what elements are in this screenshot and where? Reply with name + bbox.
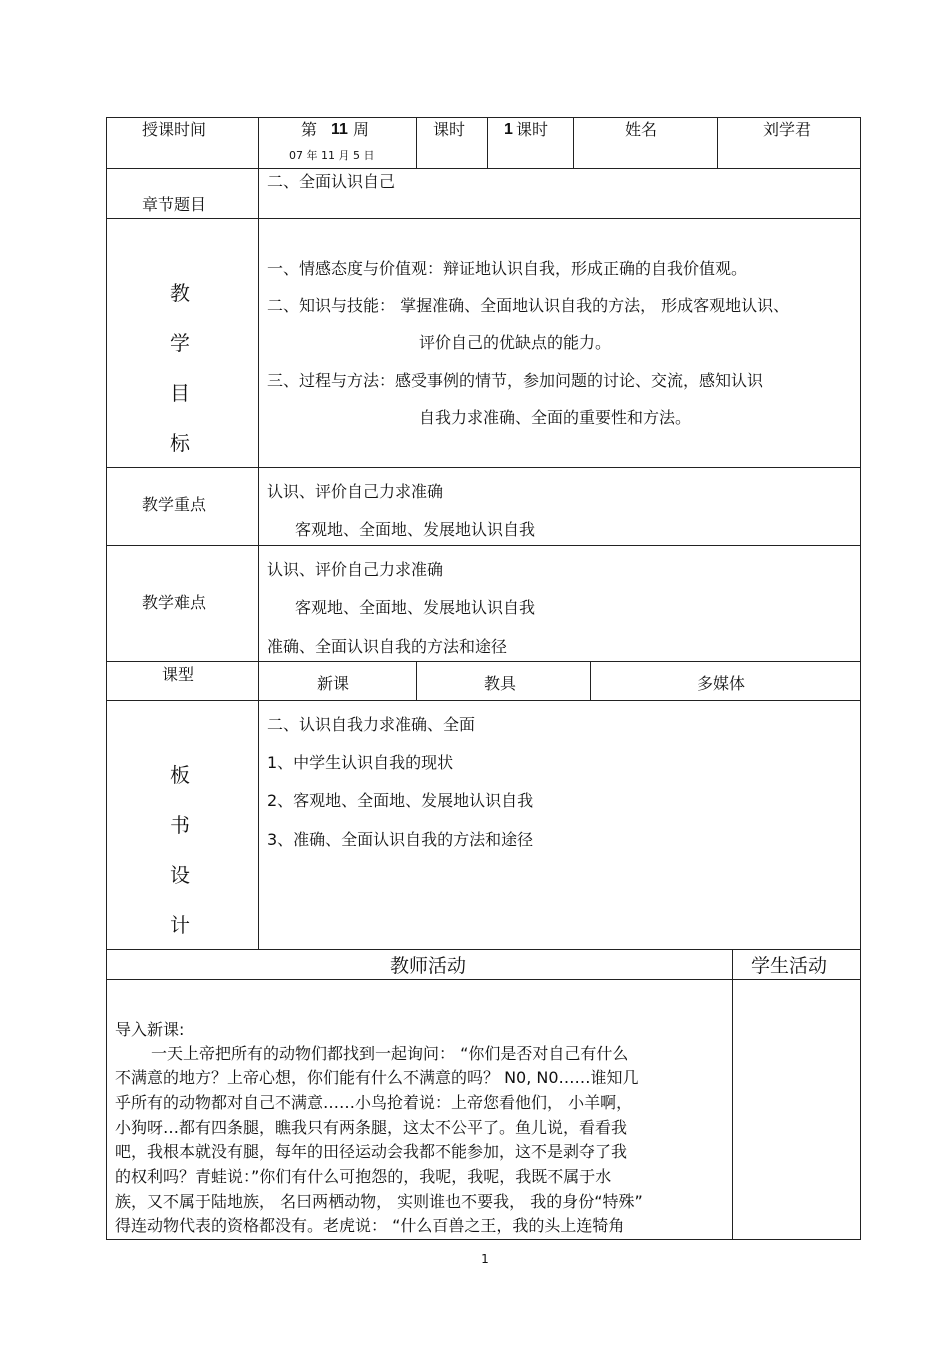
tools-value-cell: [590, 661, 861, 701]
lesson-type-value: 新课: [317, 674, 350, 693]
objectives-label-cell: [106, 218, 259, 468]
period-label-cell: [416, 117, 488, 169]
difficulty-line: 准确、全面认识自我的方法和途径: [267, 637, 508, 656]
teacher-name: 刘学君: [763, 120, 812, 139]
objective-line: 一、情感态度与价值观：辩证地认识自我，形成正确的自我价值观。: [267, 259, 748, 278]
board-label-char-3: 设: [170, 863, 190, 887]
board-label-cell: [106, 700, 259, 950]
time-label: 授课时间: [142, 120, 207, 139]
key-points-label: 教学重点: [142, 495, 207, 514]
lesson-type-label-cell: [106, 661, 259, 701]
key-point-line: 认识、评价自己力求准确: [267, 482, 444, 501]
objectives-label-char-2: 学: [170, 331, 190, 355]
student-activity-content-cell: [732, 979, 861, 1240]
objective-line: 自我力求准确、全面的重要性和方法。: [419, 408, 692, 427]
story-line: 小狗呀…都有四条腿，瞧我只有两条腿，这太不公平了。鱼儿说，看看我: [115, 1118, 628, 1137]
student-activity-header-cell: [732, 949, 861, 980]
week-number: 11: [331, 121, 348, 138]
difficulties-content-cell: [258, 545, 861, 662]
board-label-char-4: 计: [170, 913, 190, 937]
tools-value: 多媒体: [697, 674, 746, 693]
objectives-label-char-4: 标: [170, 431, 190, 455]
student-activity-header: 学生活动: [751, 955, 828, 977]
objectives-label-char-1: 教: [170, 281, 190, 305]
board-line: 3、准确、全面认识自我的方法和途径: [267, 830, 534, 849]
objective-line: 评价自己的优缺点的能力。: [419, 333, 612, 352]
difficulty-line: 认识、评价自己力求准确: [267, 560, 444, 579]
key-points-content-cell: [258, 467, 861, 546]
objective-line: 三、过程与方法：感受事例的情节，参加问题的讨论、交流，感知认识: [267, 371, 764, 390]
tools-label: 教具: [484, 674, 517, 693]
board-label-char-1: 板: [170, 763, 190, 787]
week-cell: [258, 117, 417, 169]
period-number: 1: [504, 121, 513, 138]
board-label-char-2: 书: [170, 813, 190, 837]
objective-line: 二、知识与技能： 掌握准确、全面地认识自我的方法， 形成客观地认识、: [267, 296, 790, 315]
teacher-activity-content-cell: [106, 979, 733, 1240]
chapter-label: 章节题目: [142, 195, 207, 214]
board-line: 1、中学生认识自我的现状: [267, 753, 454, 772]
lesson-date: 07 年 11 月 5 日: [289, 149, 375, 162]
key-points-label-cell: [106, 467, 259, 546]
week-suffix: 周: [353, 120, 370, 139]
story-line: 族，又不属于陆地族， 名曰两栖动物， 实则谁也不要我， 我的身份“特殊”: [115, 1192, 643, 1211]
story-line: 不满意的地方？上帝心想，你们能有什么不满意的吗？ N0, N0……谁知几: [115, 1068, 639, 1087]
time-label-cell: [106, 117, 259, 169]
lesson-type-value-cell: [258, 661, 417, 701]
page-number: 1: [481, 1252, 489, 1266]
chapter-value-cell: [258, 168, 861, 219]
lesson-type-label: 课型: [162, 665, 195, 684]
name-value-cell: [717, 117, 861, 169]
week-prefix: 第: [301, 120, 318, 139]
story-line: 吧，我根本就没有腿，每年的田径运动会我都不能参加，这不是剥夺了我: [115, 1142, 628, 1161]
period-unit: 课时: [516, 120, 549, 139]
objectives-label-char-3: 目: [170, 381, 190, 405]
teacher-activity-header: 教师活动: [390, 955, 467, 977]
name-label: 姓名: [625, 120, 658, 139]
story-line: 乎所有的动物都对自己不满意……小鸟抢着说：上帝您看他们， 小羊啊，: [115, 1093, 633, 1112]
board-line: 2、客观地、全面地、发展地认识自我: [267, 791, 534, 810]
story-line: 得连动物代表的资格都没有。老虎说： “什么百兽之王，我的头上连犄角: [115, 1216, 625, 1235]
difficulties-label-cell: [106, 545, 259, 662]
intro-title: 导入新课:: [115, 1020, 185, 1039]
period-value-cell: [487, 117, 574, 169]
chapter-label-cell: [106, 168, 259, 219]
chapter-title: 二、全面认识自己: [267, 172, 396, 191]
teacher-activity-header-cell: [106, 949, 733, 980]
story-line: 一天上帝把所有的动物们都找到一起询问： “你们是否对自己有什么: [151, 1044, 629, 1063]
period-label: 课时: [433, 120, 466, 139]
name-label-cell: [573, 117, 718, 169]
tools-label-cell: [416, 661, 591, 701]
difficulty-line: 客观地、全面地、发展地认识自我: [295, 598, 536, 617]
difficulties-label: 教学难点: [142, 593, 207, 612]
board-line: 二、认识自我力求准确、全面: [267, 715, 476, 734]
key-point-line: 客观地、全面地、发展地认识自我: [295, 520, 536, 539]
story-line: 的权利吗？青蛙说：”你们有什么可抱怨的，我呢，我呢，我既不属于水: [115, 1167, 612, 1186]
objectives-content-cell: [258, 218, 861, 468]
board-content-cell: [258, 700, 861, 950]
